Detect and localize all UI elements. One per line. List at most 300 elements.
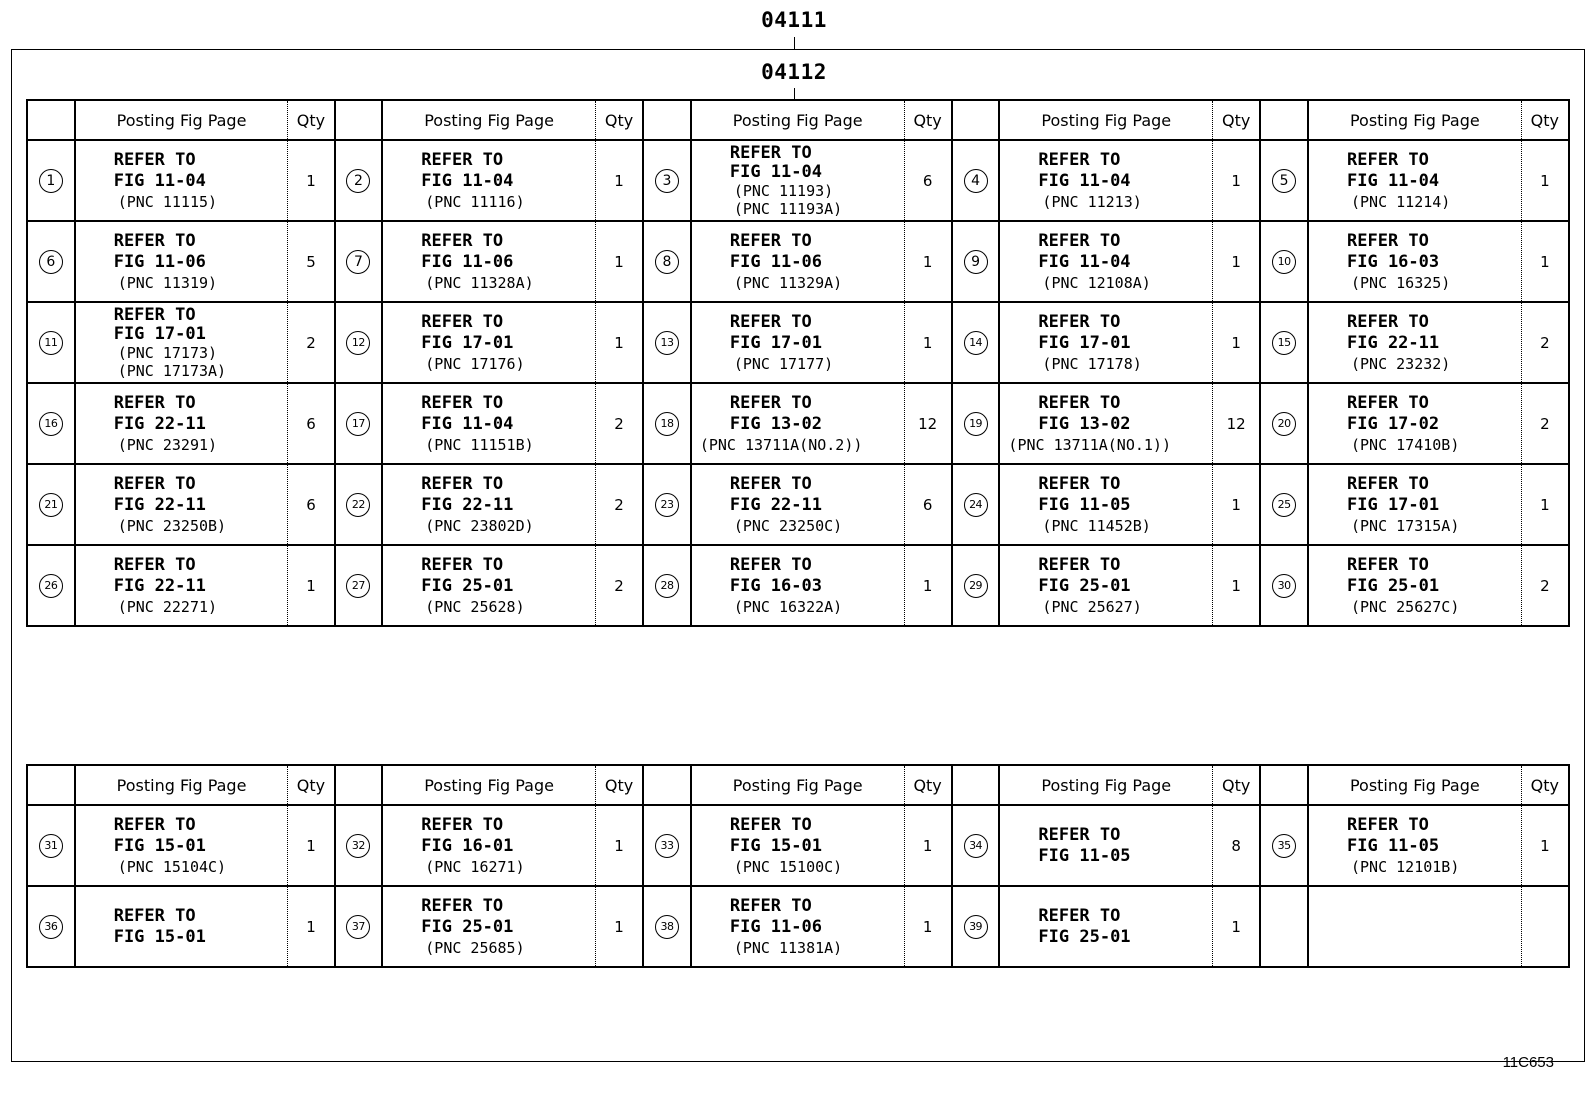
qty-cell: 2 — [1521, 383, 1569, 464]
reference-text — [76, 815, 288, 877]
reference-text — [383, 150, 595, 212]
qty-cell: 1 — [288, 805, 335, 886]
reference-text — [1309, 474, 1521, 536]
item-number-badge: 34 — [964, 834, 988, 858]
item-number-badge: 8 — [655, 250, 679, 274]
posting-fig-page-cell — [999, 545, 1212, 626]
posting-fig-page-cell — [75, 383, 288, 464]
item-number-badge: 23 — [655, 493, 679, 517]
reference-text — [1309, 150, 1521, 212]
refer-to-text: REFER TO — [729, 311, 812, 332]
posting-fig-page-cell — [999, 221, 1212, 302]
assembly-label-inner: 04112 — [761, 60, 827, 84]
reference-text — [76, 393, 288, 455]
item-number-badge: 24 — [964, 493, 988, 517]
reference-text — [692, 896, 904, 958]
item-number-cell — [27, 464, 75, 545]
fig-number: FIG 11-05 — [1038, 494, 1131, 515]
header-item-no — [1260, 100, 1308, 140]
pnc-number: (PNC 13711A(NO.1)) — [1008, 435, 1171, 454]
pnc-number: (PNC 11213) — [1042, 192, 1142, 211]
fig-number: FIG 11-04 — [421, 170, 514, 191]
pnc-number: (PNC 25627) — [1042, 597, 1142, 616]
header-row — [27, 100, 1569, 140]
fig-number: FIG 15-01 — [113, 835, 206, 856]
refer-to-text: REFER TO — [729, 230, 812, 251]
pnc-number: (PNC 12101B) — [1351, 857, 1460, 876]
refer-to-text: REFER TO — [729, 895, 812, 916]
item-number-badge: 20 — [1272, 412, 1296, 436]
header-item-no — [335, 765, 383, 805]
item-number-cell — [643, 302, 691, 383]
refer-to-text: REFER TO — [421, 149, 504, 170]
posting-fig-page-cell — [691, 805, 904, 886]
pnc-number: (PNC 11116) — [425, 192, 525, 211]
item-number-badge: 10 — [1272, 250, 1296, 274]
item-number-cell — [643, 805, 691, 886]
qty-cell: 2 — [288, 302, 335, 383]
posting-fig-page-cell — [999, 302, 1212, 383]
posting-fig-page-cell — [382, 464, 595, 545]
pnc-number: (PNC 16271) — [425, 857, 525, 876]
pnc-number: (PNC 23232) — [1351, 354, 1451, 373]
qty-cell: 6 — [288, 464, 335, 545]
refer-to-text: REFER TO — [113, 905, 196, 926]
pnc-number: (PNC 23291) — [117, 435, 218, 454]
refer-to-text: REFER TO — [421, 311, 504, 332]
refer-to-text: REFER TO — [113, 149, 196, 170]
reference-text — [383, 474, 595, 536]
item-number-badge: 4 — [964, 169, 988, 193]
item-number-badge: 7 — [346, 250, 370, 274]
header-item-no — [27, 100, 75, 140]
fig-number: FIG 11-06 — [113, 251, 206, 272]
posting-fig-page-cell — [999, 140, 1212, 221]
item-number-cell — [27, 140, 75, 221]
item-number-badge: 28 — [655, 574, 679, 598]
item-number-badge: 15 — [1272, 331, 1296, 355]
item-number-cell — [27, 886, 75, 967]
posting-fig-page-cell — [999, 805, 1212, 886]
item-number-cell — [335, 886, 383, 967]
refer-to-text: REFER TO — [421, 392, 504, 413]
fig-number: FIG 17-01 — [1038, 332, 1131, 353]
pnc-number: (PNC 17177) — [733, 354, 834, 373]
qty-cell: 1 — [595, 140, 643, 221]
posting-fig-page-cell — [1308, 545, 1521, 626]
qty-cell: 2 — [1521, 545, 1569, 626]
posting-fig-page-cell — [382, 140, 595, 221]
item-number-cell — [643, 464, 691, 545]
fig-number: FIG 25-01 — [1038, 926, 1131, 947]
item-number-badge: 3 — [655, 169, 679, 193]
posting-fig-page-cell — [382, 545, 595, 626]
item-number-badge: 6 — [39, 250, 63, 274]
item-number-cell — [952, 886, 1000, 967]
refer-to-text: REFER TO — [421, 473, 504, 494]
fig-number: FIG 22-11 — [113, 494, 206, 515]
reference-text — [692, 555, 904, 617]
reference-text — [692, 474, 904, 536]
pnc-number: (PNC 17173) — [117, 343, 218, 362]
refer-to-text: REFER TO — [1038, 824, 1121, 845]
refer-to-text: REFER TO — [1038, 554, 1121, 575]
fig-number: FIG 22-11 — [113, 413, 206, 434]
header-qty: Qty — [288, 765, 335, 805]
fig-number: FIG 16-03 — [1347, 251, 1440, 272]
pnc-number: (PNC 13711A(NO.2)) — [699, 435, 863, 454]
table-row — [27, 383, 1569, 464]
posting-fig-page-cell — [691, 886, 904, 967]
header-qty: Qty — [595, 765, 643, 805]
pnc-number: (PNC 11115) — [117, 192, 218, 211]
item-number-cell — [1260, 805, 1308, 886]
fig-number: FIG 25-01 — [1038, 575, 1131, 596]
item-number-cell — [643, 140, 691, 221]
item-number-badge: 12 — [346, 331, 370, 355]
reference-text — [383, 393, 595, 455]
pnc-number: (PNC 11193) — [733, 181, 834, 200]
refer-to-text: REFER TO — [729, 392, 812, 413]
posting-fig-page-cell — [691, 302, 904, 383]
item-number-cell — [952, 221, 1000, 302]
reference-text — [1309, 815, 1521, 877]
item-number-badge: 2 — [346, 169, 370, 193]
posting-fig-page-cell — [1308, 805, 1521, 886]
fig-number: FIG 11-06 — [421, 251, 514, 272]
reference-text — [383, 896, 595, 958]
item-number-cell — [27, 383, 75, 464]
item-number-cell — [1260, 383, 1308, 464]
qty-cell: 1 — [595, 221, 643, 302]
item-number-badge: 16 — [39, 412, 63, 436]
refer-to-text: REFER TO — [113, 814, 196, 835]
reference-text — [383, 312, 595, 374]
fig-number: FIG 17-02 — [1347, 413, 1440, 434]
refer-to-text: REFER TO — [1038, 905, 1121, 926]
qty-cell — [1521, 886, 1569, 967]
pnc-number: (PNC 11151B) — [425, 435, 534, 454]
qty-cell: 1 — [904, 302, 952, 383]
item-number-badge: 19 — [964, 412, 988, 436]
header-posting-fig-page: Posting Fig Page — [382, 100, 595, 140]
refer-to-text: REFER TO — [729, 473, 812, 494]
pnc-number: (PNC 11452B) — [1042, 516, 1151, 535]
header-item-no — [952, 100, 1000, 140]
posting-fig-page-cell — [75, 805, 288, 886]
qty-cell: 1 — [1213, 140, 1261, 221]
posting-fig-page-cell — [75, 221, 288, 302]
item-number-badge: 5 — [1272, 169, 1296, 193]
header-posting-fig-page: Posting Fig Page — [1308, 765, 1521, 805]
fig-number: FIG 11-06 — [729, 251, 822, 272]
fig-number: FIG 11-04 — [1038, 170, 1131, 191]
qty-cell: 1 — [595, 805, 643, 886]
posting-fig-page-cell — [75, 545, 288, 626]
qty-cell: 1 — [288, 140, 335, 221]
refer-to-text: REFER TO — [421, 814, 504, 835]
qty-cell: 2 — [595, 545, 643, 626]
pnc-number: (PNC 23250B) — [117, 516, 227, 535]
item-number-cell — [1260, 221, 1308, 302]
table-row — [27, 886, 1569, 967]
fig-number: FIG 11-05 — [1347, 835, 1440, 856]
refer-to-text: REFER TO — [421, 554, 504, 575]
fig-number: FIG 22-11 — [113, 575, 206, 596]
pnc-number: (PNC 23802D) — [425, 516, 534, 535]
reference-text — [76, 474, 288, 536]
table-row — [27, 464, 1569, 545]
reference-text — [692, 144, 904, 218]
reference-text — [692, 815, 904, 877]
qty-cell: 1 — [595, 886, 643, 967]
leader-line-outer — [794, 37, 795, 49]
item-number-cell — [1260, 886, 1308, 967]
item-number-cell — [643, 886, 691, 967]
assembly-label-outer: 04111 — [761, 8, 827, 32]
posting-fig-page-cell — [691, 383, 904, 464]
parts-table-lower — [26, 764, 1570, 968]
qty-cell: 12 — [1213, 383, 1261, 464]
reference-text — [1309, 393, 1521, 455]
qty-cell: 1 — [904, 805, 952, 886]
pnc-number: (PNC 17176) — [425, 354, 525, 373]
qty-cell: 12 — [904, 383, 952, 464]
qty-cell: 1 — [595, 302, 643, 383]
item-number-cell — [335, 302, 383, 383]
posting-fig-page-cell — [691, 221, 904, 302]
header-qty: Qty — [904, 100, 952, 140]
refer-to-text: REFER TO — [113, 473, 196, 494]
reference-text — [1000, 906, 1212, 948]
qty-cell: 1 — [1213, 464, 1261, 545]
fig-number: FIG 17-01 — [1347, 494, 1440, 515]
fig-number: FIG 13-02 — [729, 413, 822, 434]
refer-to-text: REFER TO — [113, 304, 196, 325]
qty-cell: 1 — [1213, 302, 1261, 383]
pnc-number-alt: (PNC 11193A) — [733, 199, 843, 218]
refer-to-text: REFER TO — [729, 142, 812, 163]
header-item-no — [27, 765, 75, 805]
fig-number: FIG 11-04 — [1038, 251, 1131, 272]
item-number-cell — [1260, 545, 1308, 626]
table-row — [27, 302, 1569, 383]
posting-fig-page-cell — [382, 886, 595, 967]
header-row — [27, 765, 1569, 805]
fig-number: FIG 11-05 — [1038, 845, 1131, 866]
fig-number: FIG 22-11 — [729, 494, 822, 515]
fig-number: FIG 16-03 — [729, 575, 822, 596]
qty-cell: 2 — [595, 383, 643, 464]
item-number-badge: 36 — [39, 915, 63, 939]
item-number-badge: 9 — [964, 250, 988, 274]
fig-number: FIG 11-04 — [113, 170, 206, 191]
fig-number: FIG 11-04 — [1347, 170, 1440, 191]
item-number-badge: 26 — [39, 574, 63, 598]
reference-text — [692, 393, 904, 455]
pnc-number: (PNC 17315A) — [1351, 516, 1460, 535]
pnc-number: (PNC 11329A) — [733, 273, 843, 292]
header-qty: Qty — [1213, 100, 1261, 140]
posting-fig-page-cell — [75, 140, 288, 221]
refer-to-text: REFER TO — [729, 554, 812, 575]
reference-text — [76, 306, 288, 380]
refer-to-text: REFER TO — [1038, 230, 1121, 251]
header-qty: Qty — [1521, 100, 1569, 140]
pnc-number: (PNC 25685) — [425, 938, 525, 957]
reference-text — [1000, 150, 1212, 212]
header-posting-fig-page: Posting Fig Page — [75, 765, 288, 805]
posting-fig-page-cell — [1308, 464, 1521, 545]
refer-to-text: REFER TO — [1347, 230, 1429, 251]
item-number-cell — [643, 383, 691, 464]
qty-cell: 1 — [1213, 545, 1261, 626]
qty-cell: 1 — [904, 545, 952, 626]
item-number-cell — [643, 221, 691, 302]
item-number-badge: 13 — [655, 331, 679, 355]
pnc-number: (PNC 25628) — [425, 597, 525, 616]
posting-fig-page-cell — [999, 464, 1212, 545]
reference-text — [1000, 393, 1212, 455]
refer-to-text: REFER TO — [421, 230, 504, 251]
item-number-cell — [952, 464, 1000, 545]
pnc-number: (PNC 11328A) — [425, 273, 534, 292]
item-number-cell — [335, 221, 383, 302]
reference-text — [1000, 231, 1212, 293]
qty-cell: 2 — [1521, 302, 1569, 383]
pnc-number: (PNC 25627C) — [1351, 597, 1460, 616]
item-number-cell — [643, 545, 691, 626]
item-number-cell — [335, 383, 383, 464]
refer-to-text: REFER TO — [1347, 473, 1429, 494]
posting-fig-page-cell — [382, 383, 595, 464]
qty-cell: 1 — [288, 886, 335, 967]
header-posting-fig-page: Posting Fig Page — [999, 765, 1212, 805]
posting-fig-page-cell — [75, 302, 288, 383]
fig-number: FIG 16-01 — [421, 835, 514, 856]
refer-to-text: REFER TO — [1347, 814, 1429, 835]
refer-to-text: REFER TO — [1347, 554, 1429, 575]
qty-cell: 1 — [904, 886, 952, 967]
header-posting-fig-page: Posting Fig Page — [1308, 100, 1521, 140]
item-number-cell — [1260, 140, 1308, 221]
pnc-number: (PNC 11381A) — [733, 938, 843, 957]
refer-to-text: REFER TO — [1347, 311, 1429, 332]
item-number-cell — [952, 302, 1000, 383]
item-number-badge: 31 — [39, 834, 63, 858]
refer-to-text: REFER TO — [113, 554, 196, 575]
item-number-badge: 39 — [964, 915, 988, 939]
refer-to-text: REFER TO — [113, 230, 196, 251]
diagram-code: 11C653 — [1502, 1054, 1554, 1071]
header-item-no — [335, 100, 383, 140]
reference-text — [383, 815, 595, 877]
qty-cell: 1 — [1521, 805, 1569, 886]
header-posting-fig-page: Posting Fig Page — [691, 100, 904, 140]
table-row — [27, 805, 1569, 886]
item-number-badge: 33 — [655, 834, 679, 858]
header-item-no — [643, 765, 691, 805]
header-posting-fig-page: Posting Fig Page — [75, 100, 288, 140]
header-item-no — [643, 100, 691, 140]
reference-text — [383, 231, 595, 293]
reference-text — [1000, 312, 1212, 374]
qty-cell: 5 — [288, 221, 335, 302]
refer-to-text: REFER TO — [1038, 311, 1121, 332]
table-row — [27, 545, 1569, 626]
qty-cell: 1 — [1521, 221, 1569, 302]
header-posting-fig-page: Posting Fig Page — [382, 765, 595, 805]
pnc-number: (PNC 17410B) — [1351, 435, 1460, 454]
qty-cell: 2 — [595, 464, 643, 545]
reference-text — [1309, 555, 1521, 617]
pnc-number: (PNC 22271) — [117, 597, 218, 616]
posting-fig-page-cell — [75, 464, 288, 545]
header-item-no — [952, 765, 1000, 805]
fig-number: FIG 17-01 — [421, 332, 514, 353]
parts-table-upper — [26, 99, 1570, 627]
fig-number: FIG 17-01 — [113, 323, 206, 344]
refer-to-text: REFER TO — [1038, 149, 1121, 170]
item-number-cell — [335, 805, 383, 886]
item-number-cell — [27, 805, 75, 886]
header-qty: Qty — [595, 100, 643, 140]
pnc-number: (PNC 11319) — [117, 273, 218, 292]
item-number-cell — [335, 545, 383, 626]
reference-text — [692, 231, 904, 293]
pnc-number: (PNC 16322A) — [733, 597, 843, 616]
pnc-number: (PNC 16325) — [1351, 273, 1451, 292]
posting-fig-page-cell — [1308, 302, 1521, 383]
item-number-cell — [27, 545, 75, 626]
refer-to-text: REFER TO — [113, 392, 196, 413]
item-number-badge: 11 — [39, 331, 63, 355]
item-number-badge: 32 — [346, 834, 370, 858]
item-number-cell — [1260, 464, 1308, 545]
reference-text — [383, 555, 595, 617]
pnc-number: (PNC 15100C) — [733, 857, 843, 876]
item-number-badge: 37 — [346, 915, 370, 939]
item-number-cell — [952, 140, 1000, 221]
item-number-badge: 22 — [346, 493, 370, 517]
item-number-cell — [952, 545, 1000, 626]
refer-to-text: REFER TO — [1038, 473, 1121, 494]
posting-fig-page-cell — [999, 886, 1212, 967]
pnc-number-alt: (PNC 17173A) — [117, 361, 227, 380]
item-number-badge: 18 — [655, 412, 679, 436]
reference-text — [76, 231, 288, 293]
reference-text — [1000, 825, 1212, 867]
reference-text — [1000, 474, 1212, 536]
item-number-badge: 17 — [346, 412, 370, 436]
posting-fig-page-cell — [691, 140, 904, 221]
fig-number: FIG 22-11 — [421, 494, 514, 515]
qty-cell: 1 — [1521, 464, 1569, 545]
refer-to-text: REFER TO — [421, 895, 504, 916]
fig-number: FIG 15-01 — [113, 926, 206, 947]
reference-text — [692, 312, 904, 374]
qty-cell: 1 — [1521, 140, 1569, 221]
fig-number: FIG 13-02 — [1038, 413, 1131, 434]
fig-number: FIG 15-01 — [729, 835, 822, 856]
item-number-badge: 1 — [39, 169, 63, 193]
header-qty: Qty — [1521, 765, 1569, 805]
pnc-number: (PNC 23250C) — [733, 516, 843, 535]
qty-cell: 6 — [904, 140, 952, 221]
qty-cell: 1 — [904, 221, 952, 302]
posting-fig-page-cell — [999, 383, 1212, 464]
pnc-number: (PNC 17178) — [1042, 354, 1142, 373]
